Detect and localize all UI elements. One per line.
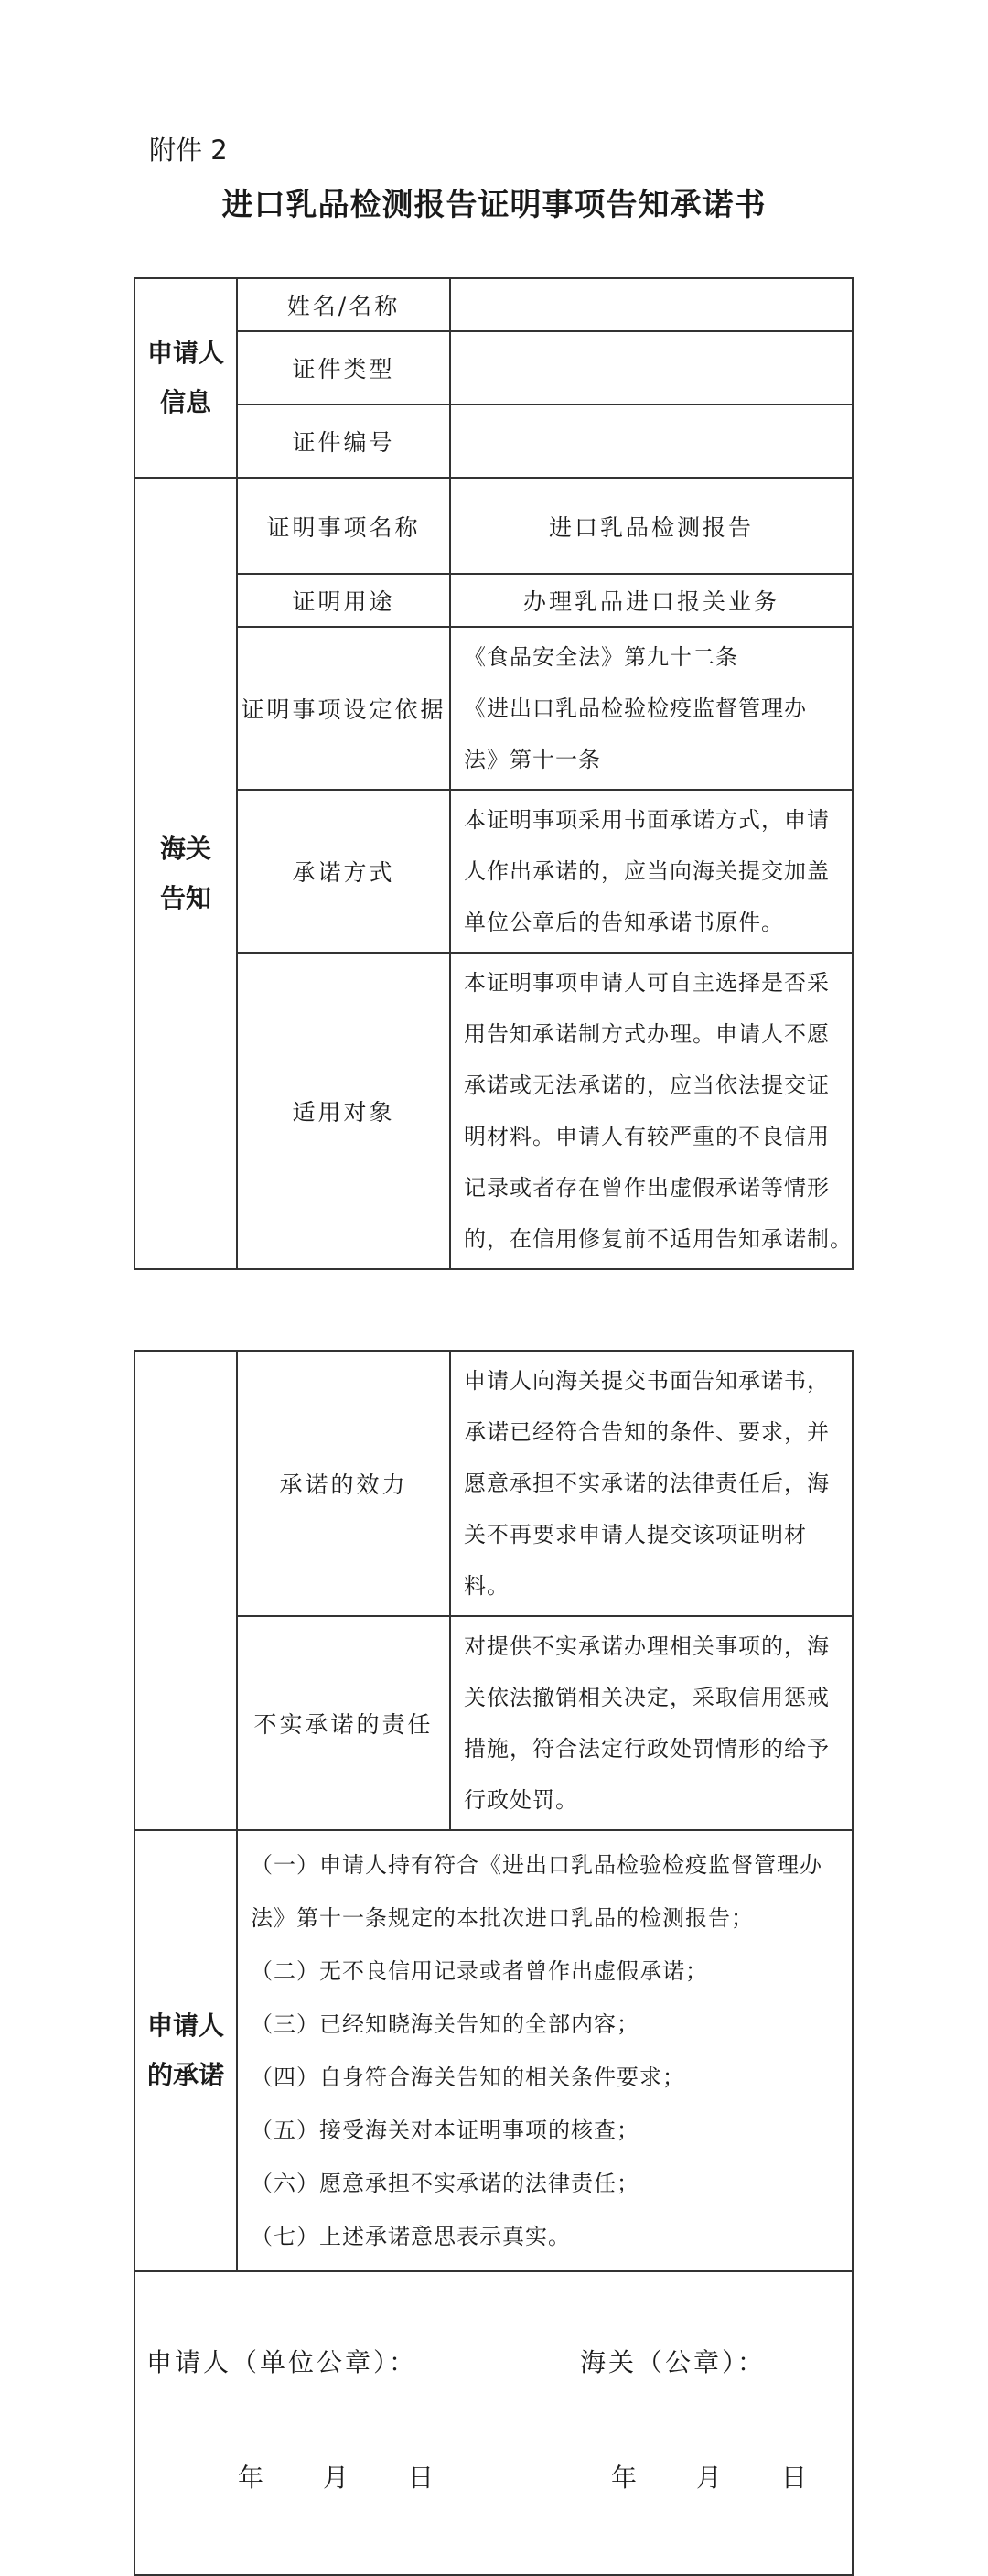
basis-text: 《食品安全法》第九十二条 《进出口乳品检验检疫监督管理办 法》第十一条 (450, 627, 853, 790)
item-name-label: 证明事项名称 (237, 478, 450, 574)
list-item: （四）自身符合海关告知的相关条件要求； (251, 2064, 685, 2090)
scope-text: 本证明事项申请人可自主选择是否采 用告知承诺制方式办理。申请人不愿 承诺或无法承诺的，应当依法提交证 明材料。申请人有较严重的不良信用 记录或者存在曾作出虚假承诺等情形 的，在信用修复前不适用告知承诺制。 (450, 953, 853, 1269)
signature-area (134, 2271, 853, 2575)
name-label: 姓名/名称 (237, 278, 450, 331)
basis-label: 证明事项设定依据 (237, 627, 450, 790)
purpose-label: 证明用途 (237, 574, 450, 627)
liability-text: 对提供不实承诺办理相关事项的，海 关依法撤销相关决定，采取信用惩戒 措施，符合法定行政处罚情形的给予 行政处罚。 (450, 1616, 853, 1830)
customs-date: 年 月 日 (611, 2463, 811, 2493)
customs-notice-continued (134, 1351, 237, 1830)
customs-notice-group: 海关 告知 (134, 478, 237, 1269)
id-type-label: 证件类型 (237, 331, 450, 404)
id-number-label: 证件编号 (237, 404, 450, 478)
applicant-promise-group: 申请人 的承诺 (134, 1830, 237, 2271)
list-item: （五）接受海关对本证明事项的核查； (251, 2118, 639, 2143)
liability-label: 不实承诺的责任 (237, 1616, 450, 1830)
notice-table-page1 (134, 277, 854, 1270)
item-name-value: 进口乳品检测报告 (450, 478, 853, 574)
promise-list (237, 1830, 853, 2271)
list-item: （六）愿意承担不实承诺的法律责任； (251, 2171, 639, 2196)
id-type-field[interactable] (450, 331, 853, 404)
method-label: 承诺方式 (237, 790, 450, 953)
scope-label: 适用对象 (237, 953, 450, 1269)
purpose-value: 办理乳品进口报关业务 (450, 574, 853, 627)
applicant-date: 年 月 日 (238, 2463, 437, 2493)
customs-seal-label: 海关（公章）： (580, 2347, 767, 2377)
list-item: 法》第十一条规定的本批次进口乳品的检测报告； (251, 1905, 754, 1931)
list-item: （七）上述承诺意思表示真实。 (251, 2224, 571, 2249)
notice-table-page2 (134, 1350, 854, 2576)
name-field[interactable] (450, 278, 853, 331)
document-title: 进口乳品检测报告证明事项告知承诺书 (221, 187, 767, 223)
list-item: （一）申请人持有符合《进出口乳品检验检疫监督管理办 (251, 1852, 822, 1878)
applicant-info-group: 申请人 信息 (134, 278, 237, 478)
attachment-number: 附件 2 (149, 135, 228, 166)
effect-text: 申请人向海关提交书面告知承诺书， 承诺已经符合告知的条件、要求，并 愿意承担不实承诺的法律责任后，海 关不再要求申请人提交该项证明材 料。 (450, 1351, 853, 1616)
list-item: （三）已经知晓海关告知的全部内容； (251, 2011, 639, 2037)
id-number-field[interactable] (450, 404, 853, 478)
list-item: （二）无不良信用记录或者曾作出虚假承诺； (251, 1958, 708, 1984)
applicant-seal-label: 申请人（单位公章）： (146, 2347, 418, 2377)
effect-label: 承诺的效力 (237, 1351, 450, 1616)
method-text: 本证明事项采用书面承诺方式，申请 人作出承诺的，应当向海关提交加盖 单位公章后的告知承诺书原件。 (450, 790, 853, 953)
